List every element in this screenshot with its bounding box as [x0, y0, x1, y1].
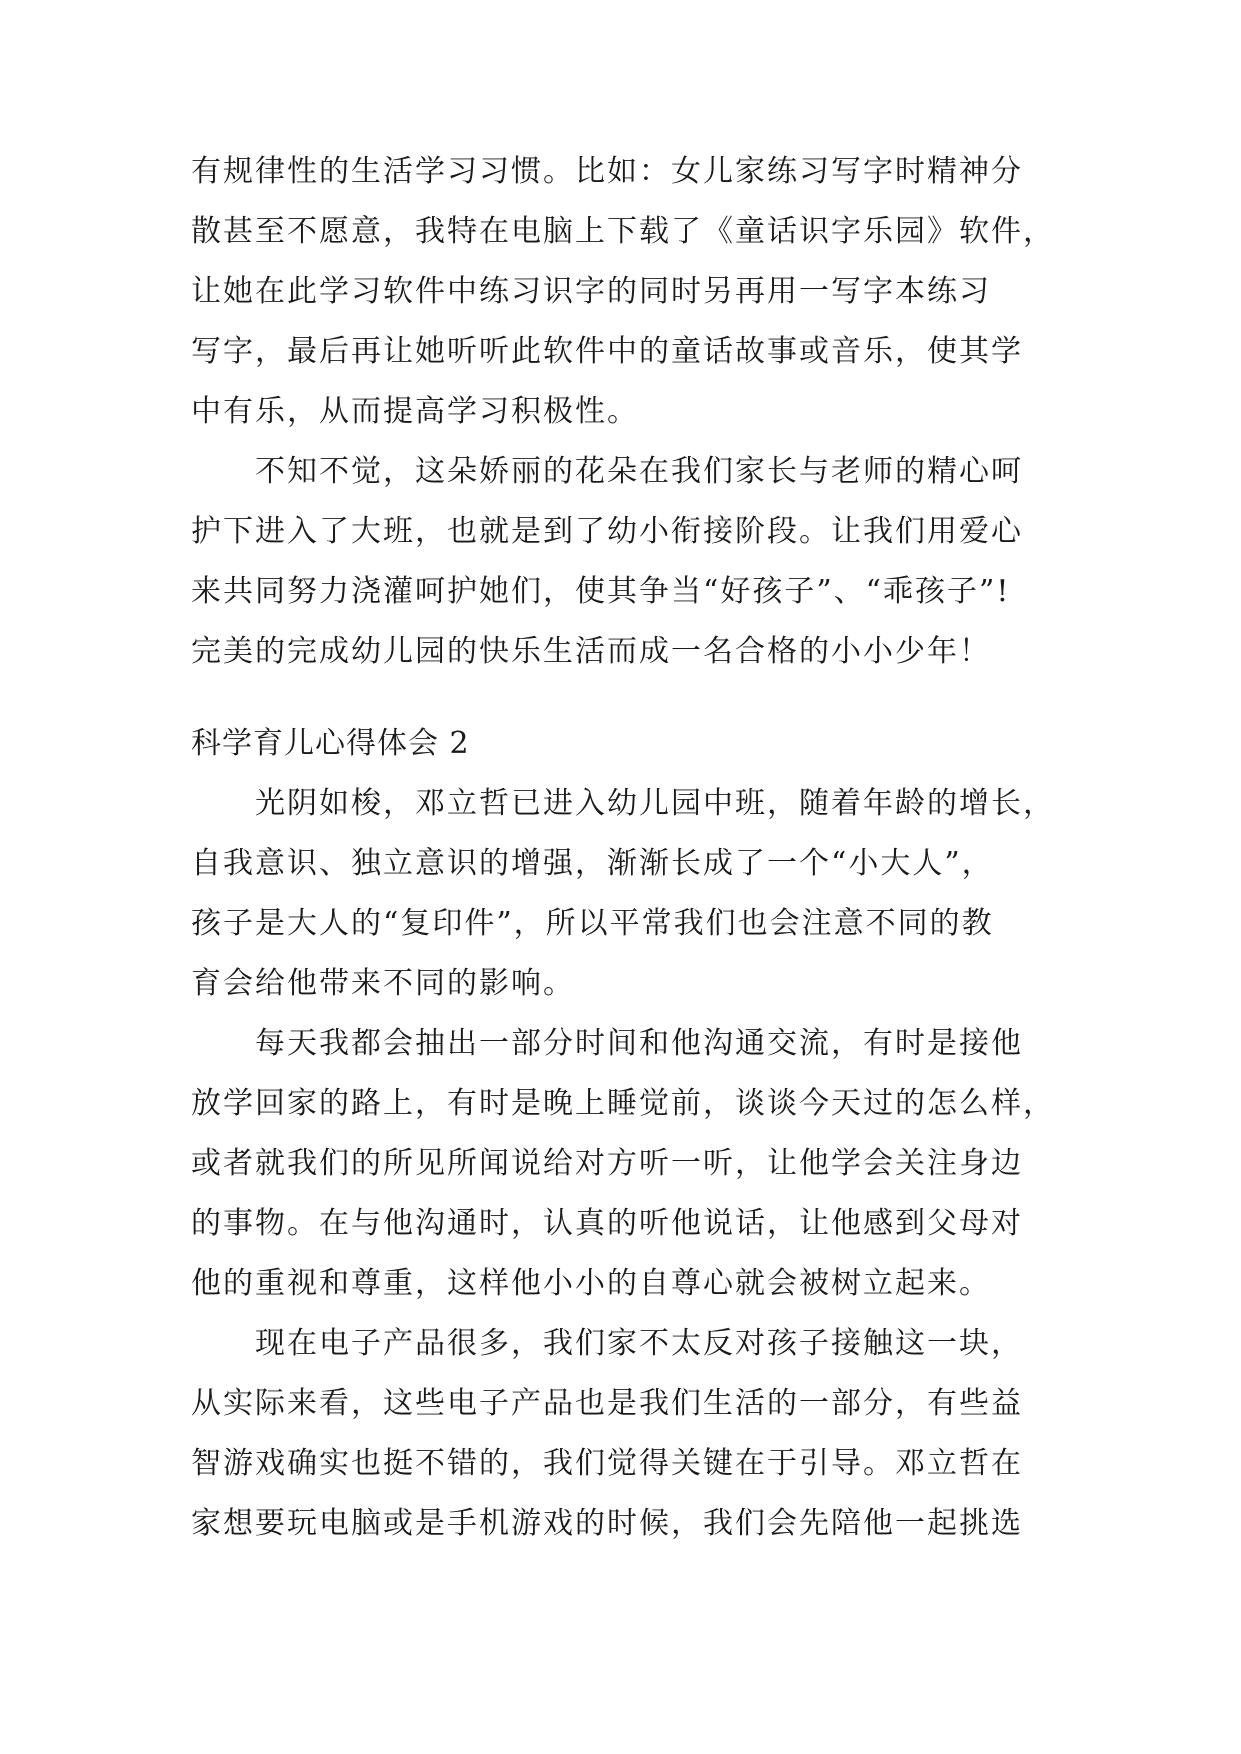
text-line: 从实际来看，这些电子产品也是我们生活的一部分，有些益 — [191, 1386, 1023, 1421]
text-line: 中有乐，从而提高学习积极性。 — [191, 394, 639, 429]
text-line: 现在电子产品很多，我们家不太反对孩子接触这一块， — [191, 1326, 1023, 1361]
text-line: 护下进入了大班，也就是到了幼小衔接阶段。让我们用爱心 — [191, 514, 1023, 549]
text-line: 家想要玩电脑或是手机游戏的时候，我们会先陪他一起挑选 — [191, 1506, 1023, 1541]
text-line: 孩子是大人的“复印件”，所以平常我们也会注意不同的教 — [191, 906, 994, 941]
section-heading: 科学育儿心得体会 2 — [191, 726, 470, 761]
text-line: 他的重视和尊重，这样他小小的自尊心就会被树立起来。 — [191, 1266, 991, 1301]
text-line: 的事物。在与他沟通时，认真的听他说话，让他感到父母对 — [191, 1206, 1023, 1241]
text-line: 育会给他带来不同的影响。 — [191, 966, 575, 1001]
text-line: 智游戏确实也挺不错的，我们觉得关键在于引导。邓立哲在 — [191, 1446, 1023, 1481]
text-line: 来共同努力浇灌呵护她们，使其争当“好孩子”、“乖孩子”! — [191, 574, 1011, 609]
text-line: 完美的完成幼儿园的快乐生活而成一名合格的小小少年！ — [191, 634, 991, 669]
text-line: 放学回家的路上，有时是晚上睡觉前，谈谈今天过的怎么样， — [191, 1086, 1055, 1121]
text-line: 写字，最后再让她听听此软件中的童话故事或音乐，使其学 — [191, 334, 1023, 369]
text-line: 让她在此学习软件中练习识字的同时另再用一写字本练习 — [191, 274, 991, 309]
text-line: 不知不觉，这朵娇丽的花朵在我们家长与老师的精心呵 — [191, 454, 1023, 489]
text-line: 或者就我们的所见所闻说给对方听一听，让他学会关注身边 — [191, 1146, 1023, 1181]
text-line: 散甚至不愿意，我特在电脑上下载了《童话识字乐园》软件， — [191, 214, 1055, 249]
text-line: 有规律性的生活学习习惯。比如：女儿家练习写字时精神分 — [191, 154, 1023, 189]
text-line: 每天我都会抽出一部分时间和他沟通交流，有时是接他 — [191, 1026, 1023, 1061]
text-line: 自我意识、独立意识的增强，渐渐长成了一个“小大人”， — [191, 846, 994, 881]
text-line: 光阴如梭，邓立哲已进入幼儿园中班，随着年龄的增长， — [191, 786, 1055, 821]
